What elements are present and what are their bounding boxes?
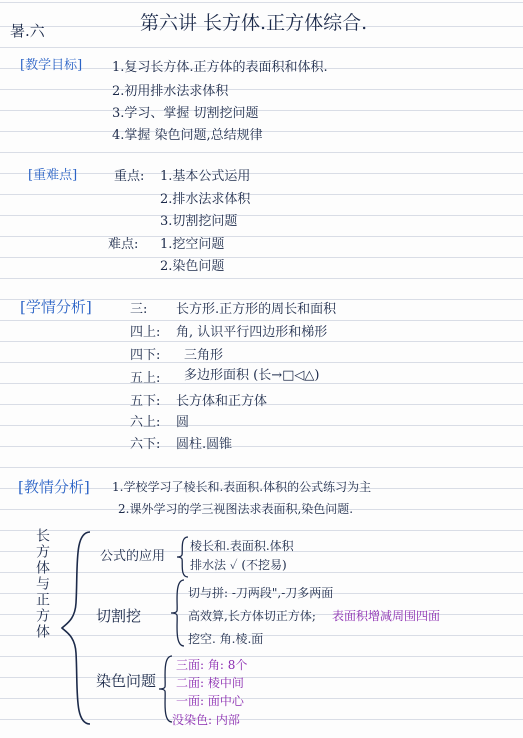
- grade-row-text: 长方形.正方形的周长和面积: [176, 302, 337, 317]
- difficult-item: 1.挖空问题: [160, 237, 225, 252]
- grade-label: 暑.六: [10, 22, 45, 40]
- objective-item: 4.掌握 染色问题,总结规律: [112, 128, 263, 143]
- branch-title: 切割挖: [96, 607, 142, 625]
- key-item: 3.切割挖问题: [160, 214, 238, 229]
- grade-row-label: 三:: [130, 302, 148, 317]
- branch-child: 二面: 棱中间: [176, 676, 244, 690]
- branch-brace: [170, 578, 186, 648]
- branch-child: 三面: 角: 8个: [176, 658, 248, 672]
- page-title: 第六讲 长方体.正方体综合.: [140, 12, 368, 34]
- branch-title: 公式的应用: [100, 549, 166, 564]
- branch-child: 一面: 面中心: [176, 694, 244, 708]
- branch-child-emphasis: 表面积增减周围四面: [332, 609, 441, 623]
- grade-row-label: 五下:: [130, 394, 161, 409]
- branch-title: 染色问题: [96, 672, 157, 690]
- branch-child: 挖空. 角.棱.面: [188, 632, 264, 646]
- teaching-analysis-label: [教情分析]: [18, 478, 90, 496]
- grade-row-text: 角, 认识平行四边形和梯形: [176, 325, 328, 340]
- grade-row-text: 多边形面积 (长→□◁△): [184, 368, 320, 383]
- branch-child: 没染色: 内部: [172, 713, 240, 727]
- grade-row-text: 圆: [176, 415, 190, 430]
- objective-item: 3.学习、掌握 切割挖问题: [112, 106, 259, 121]
- objective-item: 2.初用排水法求体积: [112, 84, 229, 99]
- grade-row-text: 长方体和正方体: [176, 394, 268, 409]
- key-item: 1.基本公式运用: [160, 169, 251, 184]
- grade-row-label: 四上:: [130, 325, 161, 340]
- objectives-label: [教学目标]: [20, 58, 83, 73]
- grade-row-label: 四下:: [130, 348, 161, 363]
- grade-row-label: 五上:: [130, 371, 161, 386]
- key-label: 重点:: [114, 169, 145, 184]
- branch-brace: [176, 535, 190, 579]
- grade-row-label: 六上:: [130, 415, 161, 430]
- grade-row-label: 六下:: [130, 437, 161, 452]
- mindmap-root: 长方体与正方体: [34, 528, 50, 640]
- branch-child: 排水法 ✓ (不挖易): [190, 558, 287, 572]
- branch-child: 切与拼: -刀两段",-刀多两面: [188, 586, 334, 600]
- difficult-item: 2.染色问题: [160, 259, 225, 274]
- objective-item: 1.复习长方体.正方体的表面积和体积.: [112, 60, 328, 75]
- grade-row-text: 三角形: [184, 348, 224, 363]
- teaching-item: 1.学校学习了棱长和.表面积.体积的公式练习为主: [112, 480, 372, 494]
- grade-row-text: 圆柱.圆锥: [176, 437, 233, 452]
- difficult-label: 难点:: [108, 237, 139, 252]
- teaching-item: 2.课外学习的学三视图法求表面积,染色问题.: [118, 502, 354, 516]
- keypoints-label: [重难点]: [28, 168, 78, 183]
- branch-child: 高效算,长方体切正方体;: [188, 609, 316, 623]
- branch-child: 棱长和.表面积.体积: [190, 539, 294, 553]
- key-item: 2.排水法求体积: [160, 192, 251, 207]
- student-analysis-label: [学情分析]: [20, 298, 92, 316]
